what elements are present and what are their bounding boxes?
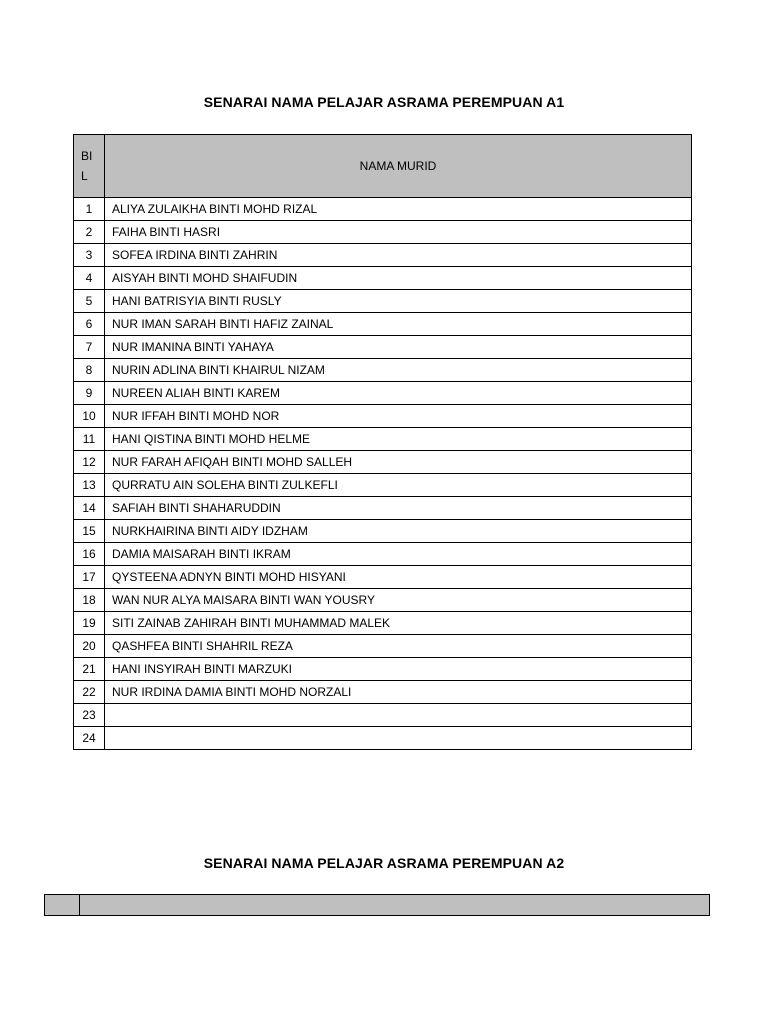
row-number: 2 (74, 221, 105, 244)
student-name (105, 704, 692, 727)
student-name: WAN NUR ALYA MAISARA BINTI WAN YOUSRY (105, 589, 692, 612)
table-row (74, 405, 692, 428)
table-row (74, 727, 692, 750)
student-name: HANI QISTINA BINTI MOHD HELME (105, 428, 692, 451)
student-name: NUREEN ALIAH BINTI KAREM (105, 382, 692, 405)
table-row (74, 451, 692, 474)
row-number: 17 (74, 566, 105, 589)
row-number: 3 (74, 244, 105, 267)
table-row (74, 359, 692, 382)
table-row (74, 612, 692, 635)
student-name: ALIYA ZULAIKHA BINTI MOHD RIZAL (105, 198, 692, 221)
row-number: 15 (74, 520, 105, 543)
student-name: QASHFEA BINTI SHAHRIL REZA (105, 635, 692, 658)
header-nama-murid: NAMA MURID (105, 135, 692, 198)
student-name: HANI INSYIRAH BINTI MARZUKI (105, 658, 692, 681)
table-row (74, 543, 692, 566)
row-number: 1 (74, 198, 105, 221)
student-table-a2 (44, 894, 710, 916)
row-number: 8 (74, 359, 105, 382)
table-row (74, 566, 692, 589)
student-name: NUR FARAH AFIQAH BINTI MOHD SALLEH (105, 451, 692, 474)
student-name: NUR IFFAH BINTI MOHD NOR (105, 405, 692, 428)
student-name: NUR IMANINA BINTI YAHAYA (105, 336, 692, 359)
student-name: NURKHAIRINA BINTI AIDY IDZHAM (105, 520, 692, 543)
row-number: 11 (74, 428, 105, 451)
student-name: QYSTEENA ADNYN BINTI MOHD HISYANI (105, 566, 692, 589)
row-number: 9 (74, 382, 105, 405)
row-number: 20 (74, 635, 105, 658)
row-number: 6 (74, 313, 105, 336)
student-name: NUR IMAN SARAH BINTI HAFIZ ZAINAL (105, 313, 692, 336)
row-number: 23 (74, 704, 105, 727)
student-name: DAMIA MAISARAH BINTI IKRAM (105, 543, 692, 566)
student-name: SITI ZAINAB ZAHIRAH BINTI MUHAMMAD MALEK (105, 612, 692, 635)
student-name: NURIN ADLINA BINTI KHAIRUL NIZAM (105, 359, 692, 382)
header-bil-line1: BI (81, 149, 93, 163)
row-number: 7 (74, 336, 105, 359)
row-number: 13 (74, 474, 105, 497)
student-table-a1 (73, 134, 692, 750)
header-bil-line2: L (81, 169, 88, 183)
table-row (74, 497, 692, 520)
table-row (74, 635, 692, 658)
row-number: 18 (74, 589, 105, 612)
student-name: FAIHA BINTI HASRI (105, 221, 692, 244)
table-row (74, 520, 692, 543)
header-bil-a2 (45, 895, 80, 916)
table-row (74, 267, 692, 290)
header-bil (74, 135, 105, 198)
row-number: 4 (74, 267, 105, 290)
row-number: 22 (74, 681, 105, 704)
table-row (74, 474, 692, 497)
student-name: NUR IRDINA DAMIA BINTI MOHD NORZALI (105, 681, 692, 704)
student-name: AISYAH BINTI MOHD SHAIFUDIN (105, 267, 692, 290)
table-header-row (74, 135, 692, 198)
row-number: 10 (74, 405, 105, 428)
page-title-a2: SENARAI NAMA PELAJAR ASRAMA PEREMPUAN A2 (203, 855, 565, 871)
table-header-row-a2 (45, 895, 710, 916)
row-number: 21 (74, 658, 105, 681)
row-number: 24 (74, 727, 105, 750)
table-row (74, 336, 692, 359)
row-number: 16 (74, 543, 105, 566)
table-row (74, 704, 692, 727)
student-name: HANI BATRISYIA BINTI RUSLY (105, 290, 692, 313)
student-name (105, 727, 692, 750)
student-name: QURRATU AIN SOLEHA BINTI ZULKEFLI (105, 474, 692, 497)
table-row (74, 589, 692, 612)
row-number: 14 (74, 497, 105, 520)
table-row (74, 382, 692, 405)
student-name: SOFEA IRDINA BINTI ZAHRIN (105, 244, 692, 267)
table-row (74, 244, 692, 267)
table-row (74, 198, 692, 221)
row-number: 5 (74, 290, 105, 313)
table-row (74, 428, 692, 451)
table-row (74, 658, 692, 681)
student-name: SAFIAH BINTI SHAHARUDDIN (105, 497, 692, 520)
table-row (74, 221, 692, 244)
table-body-a1 (74, 198, 692, 750)
table-row (74, 290, 692, 313)
row-number: 19 (74, 612, 105, 635)
page-title-a1: SENARAI NAMA PELAJAR ASRAMA PEREMPUAN A1 (203, 94, 565, 110)
row-number: 12 (74, 451, 105, 474)
table-row (74, 681, 692, 704)
header-nama-murid-a2 (80, 895, 710, 916)
table-row (74, 313, 692, 336)
